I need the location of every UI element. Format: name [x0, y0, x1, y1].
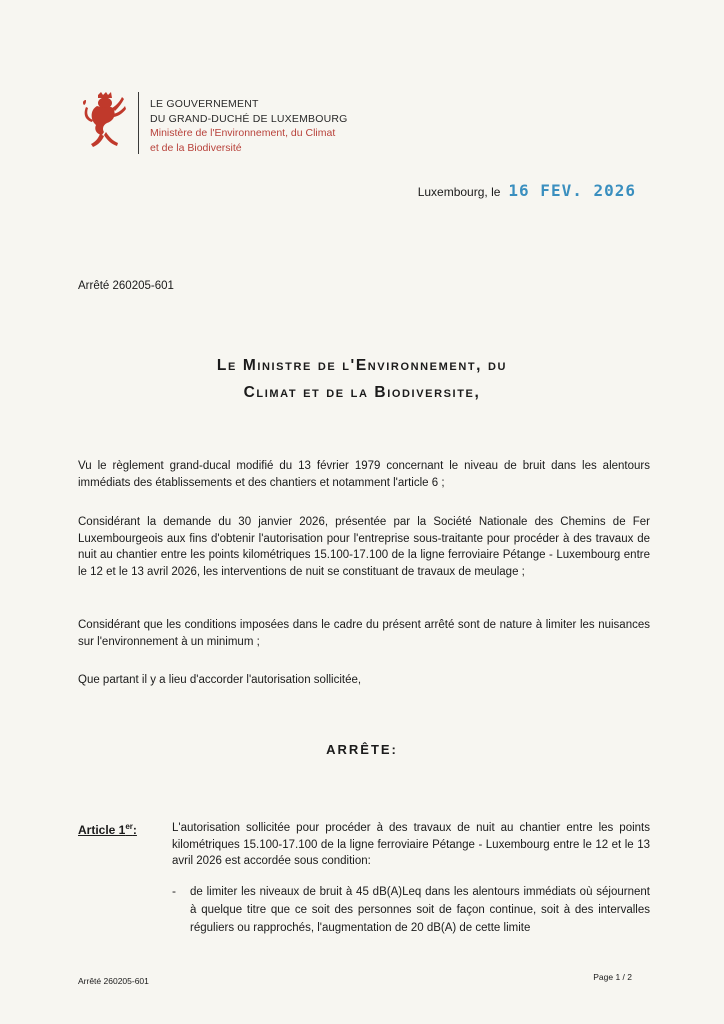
article-1-label — [78, 822, 137, 837]
paragraph-considerant-conditions: Considérant que les conditions imposées dans le cadre du présent arrêté sont de nature à limiter les nuisances sur l'environnement à un minimum ; — [78, 619, 650, 648]
arrete-heading: ARRÊTE: — [326, 742, 398, 757]
article-1-bullet: de limiter les niveaux de bruit à 45 dB(A)Leq dans les alentours immédiats où séjournent à quelque titre que ce soit des personnes soit de façon continue, soit à des intervalles réguliers ou rapprochés, l'augmentation de 20 dB(A) de cette limite — [190, 886, 650, 934]
paragraph-considerant-demande: Considérant la demande du 30 janvier 2026, présentée par la Société Nationale des Chemins de Fer Luxembourgeois aux fins d'obtenir l'autorisation pour l'entreprise sous-traitante pour procéder à des travaux de nuit au chantier entre les points kilométriques 15.100-17.100 de la ligne ferroviaire Pétange - Luxembourg entre le 12 et le 13 avril 2026, les interventions de nuit se constituant de travaux de meulage ; — [78, 516, 650, 578]
title-line-2: Climat et de la Biodiversite, — [243, 384, 481, 401]
footer-page-number: Page 1 / 2 — [593, 972, 632, 982]
footer-reference: Arrêté 260205-601 — [78, 976, 149, 986]
letterhead-line-1: LE GOUVERNEMENT — [150, 98, 259, 110]
article-1-text: L'autorisation sollicitée pour procéder à des travaux de nuit au chantier entre les points kilométriques 15.100-17.100 de la ligne ferroviaire Pétange - Luxembourg entre le 12 et le 13 avril 2026 est accordée sous condition: — [172, 822, 650, 867]
date-line — [418, 181, 636, 200]
red-lion-icon — [80, 92, 130, 150]
date-place: Luxembourg, le — [417, 185, 501, 199]
letterhead-line-4: et de la Biodiversité — [150, 141, 242, 154]
article-label-text: Article 1 — [78, 823, 126, 837]
decree-reference: Arrêté 260205-601 — [78, 280, 174, 292]
title-line-1: Le Ministre de l'Environnement, du — [216, 357, 508, 374]
bullet-dash: - — [172, 884, 176, 898]
letterhead-line-2: DU GRAND-DUCHÉ DE LUXEMBOURG — [150, 112, 348, 125]
article-label-colon: : — [132, 823, 137, 837]
letterhead-line-3: Ministère de l'Environnement, du Climat — [150, 127, 336, 139]
paragraph-vu: Vu le règlement grand-ducal modifié du 13 février 1979 concernant le niveau de bruit dans les alentours immédiats des établissements et des chantiers et notamment l'article 6 ; — [78, 460, 650, 489]
article-label-sup: er — [125, 822, 133, 831]
letterhead — [150, 97, 348, 155]
date-stamp: 16 FEV. 2026 — [508, 181, 636, 200]
paragraph-que-partant: Que partant il y a lieu d'accorder l'autorisation sollicitée, — [78, 674, 362, 686]
page-title — [60, 352, 664, 406]
letterhead-divider — [138, 92, 139, 154]
